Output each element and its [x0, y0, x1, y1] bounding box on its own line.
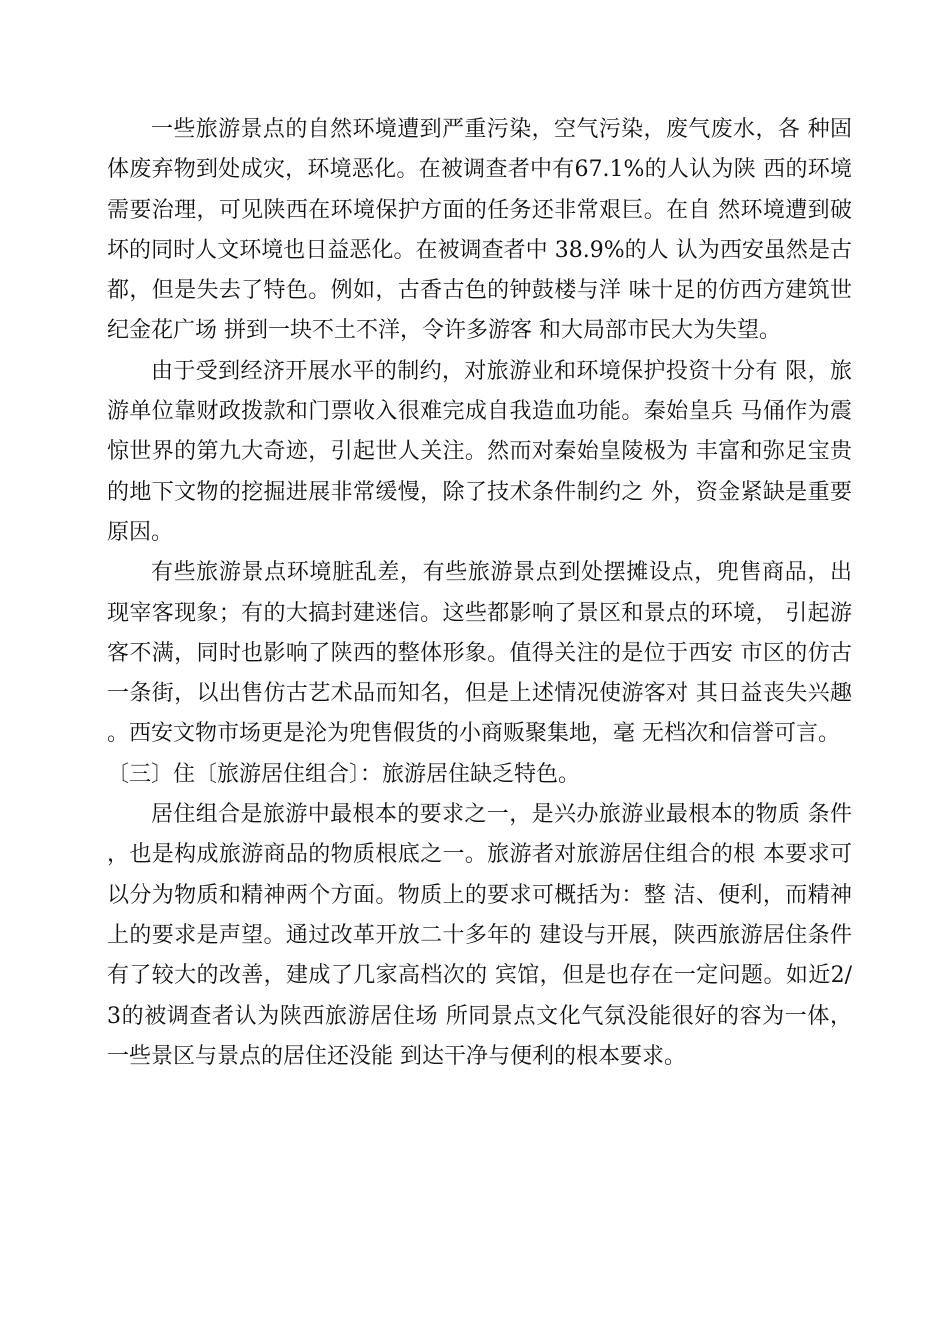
paragraph-accommodation: 居住组合是旅游中最根本的要求之一，是兴办旅游业最根本的物质 条件，也是构成旅游商品的物质根底之一。旅游者对旅游居住组合的根 本要求可以分为物质和精神两个方面。物质上的要求可概括为：整 洁、便利，而精神上的要求是声望。通过改革开放二十多年的 建设与开展，陕西旅游居住条件有了较大的改善，建成了几家高档次的 宾馆，但是也存在一定问题。如近2/3的被调查者认为陕西旅游居住场 所同景点文化气氛没能很好的容为一体，一些景区与景点的居住还没能 到达干净与便利的根本要求。 — [107, 802, 852, 1069]
paragraph-environment-pollution: 一些旅游景点的自然环境遭到严重污染，空气污染，废气废水，各 种固体废弃物到处成灾，环境恶化。在被调查者中有67.1%的人认为陕 西的环境需要治理，可见陕西在环境保护方面的任务还非常艰巨。在自 然环境遭到破坏的同时人文环境也日益恶化。在被调查者中 38.9%的人 认为西安虽然是古都，但是失去了特色。例如，古香古色的钟鼓楼与洋 味十足的仿西方建筑世纪金花广场 拼到一块不土不洋，令许多游客 和大局部市民大为失望。 — [107, 117, 852, 344]
paragraph-scenic-disorder: 有些旅游景点环境脏乱差，有些旅游景点到处摆摊设点，兜售商品，出现宰客现象；有的大搞封建迷信。这些都影响了景区和景点的环境， 引起游客不满，同时也影响了陕西的整体形象。值得关注的是位于西安 市区的仿古一条街，以出售仿古艺术品而知名，但是上述情况使游客对 其日益丧失兴趣。西安文物市场更是沦为兜售假货的小商贩聚集地，毫 无档次和信誉可言。 — [107, 560, 852, 747]
document-body — [107, 110, 852, 1077]
section-heading: 〔三〕住〔旅游居住组合〕：旅游居住缺乏特色。 — [107, 761, 581, 787]
paragraph-investment-limits: 由于受到经济开展水平的制约，对旅游业和环境保护投资十分有 限，旅游单位靠财政拨款和门票收入很难完成自我造血功能。秦始皇兵 马俑作为震惊世界的第九大奇迹，引起世人关注。然而对秦始皇陵极为 丰富和弥足宝贵的地下文物的挖掘进展非常缓慢，除了技术条件制约之 外，资金紧缺是重要原因。 — [107, 358, 852, 545]
